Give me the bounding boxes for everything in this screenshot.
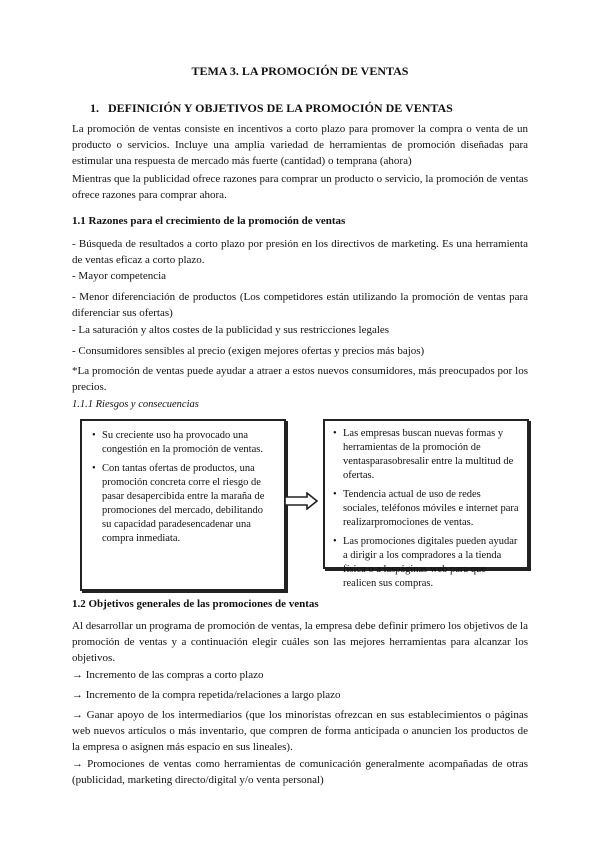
bullet-icon: • bbox=[333, 428, 337, 439]
bullet-icon: • bbox=[333, 536, 337, 547]
objective-item: → Incremento de la compra repetida/relaciones a largo plazo bbox=[72, 689, 341, 701]
list-item: - Consumidores sensibles al precio (exigen mejores ofertas y precios más bajos) bbox=[72, 345, 425, 357]
objective-item: → Incremento de las compras a corto plazo bbox=[72, 669, 264, 681]
list-item: - Búsqueda de resultados a corto plazo por presión en los directivos de marketing. Es una herramienta de ventas eficaz a corto plazo. bbox=[72, 238, 528, 266]
subsection-heading-1-1-1: 1.1.1 Riesgos y consecuencias bbox=[72, 399, 199, 410]
note-item: *La promoción de ventas puede ayudar a atraer a estos nuevos consumidores, más preocupados por los precios. bbox=[72, 365, 528, 393]
bullet-icon: • bbox=[333, 489, 337, 500]
risk-item: • Con tantas ofertas de productos, una promoción concreta corre el riesgo de pasar desapercibida entre la maraña de promociones del mercado, debilitando su capacidad paradesencadenar una compra inmediata. bbox=[92, 463, 265, 544]
section-heading-text: DEFINICIÓN Y OBJETIVOS DE LA PROMOCIÓN DE VENTAS bbox=[108, 101, 453, 115]
list-item: - Mayor competencia bbox=[72, 270, 167, 282]
double-right-arrow-icon bbox=[284, 492, 318, 510]
risks-box bbox=[80, 419, 286, 591]
consequence-item: • Tendencia actual de uso de redes sociales, teléfonos móviles e internet para realizarpromociones de ventas. bbox=[333, 489, 519, 528]
list-item: - La saturación y altos costes de la publicidad y sus restricciones legales bbox=[72, 324, 390, 336]
paragraph-publicity: Mientras que la publicidad ofrece razones para comprar un producto o servicio, la promoción de ventas ofrece razones para comprar ahora. bbox=[72, 173, 528, 201]
objective-item: → Ganar apoyo de los intermediarios (que los minoristas ofrezcan en sus establecimientos o páginas web nuevos artículos o más inventario, que compren de forma anticipada o anuncien los productos de la empresa o asignen más espacio en sus lineales). bbox=[72, 709, 528, 753]
list-item: - Menor diferenciación de productos (Los competidores están utilizando la promoción de ventas para diferenciar sus ofertas) bbox=[72, 291, 528, 319]
objective-item: → Promociones de ventas como herramientas de comunicación generalmente acompañadas de otras (publicidad, marketing directo/digital y/o venta personal) bbox=[72, 758, 528, 786]
page-title: TEMA 3. LA PROMOCIÓN DE VENTAS bbox=[191, 64, 409, 78]
consequence-item: • Las empresas buscan nuevas formas y herramientas de la promoción de ventasparasobresalir entre la multitud de ofertas. bbox=[333, 428, 514, 481]
bullet-icon: • bbox=[92, 430, 96, 441]
section-heading-1 bbox=[90, 101, 453, 116]
paragraph-objectives-intro: Al desarrollar un programa de promoción de ventas, la empresa debe definir primero los objetivos de la promoción de ventas y a continuación elegir cuáles son las mejores herramientas para alcanzar los objetivos. bbox=[72, 620, 528, 664]
consequence-item: • Las promociones digitales pueden ayudar a dirigir a los compradores a la tienda física o a laspáginas web para que realicen sus compras. bbox=[333, 536, 518, 589]
section-number: 1. bbox=[90, 101, 99, 115]
risk-item: • Su creciente uso ha provocado una congestión en la promoción de ventas. bbox=[92, 430, 263, 455]
consequences-box bbox=[323, 419, 529, 589]
bullet-icon: • bbox=[92, 463, 96, 474]
subsection-heading-1-1: 1.1 Razones para el crecimiento de la promoción de ventas bbox=[72, 215, 346, 227]
subsection-heading-1-2: 1.2 Objetivos generales de las promociones de ventas bbox=[72, 598, 319, 610]
paragraph-definition: La promoción de ventas consiste en incentivos a corto plazo para promover la compra o venta de un producto o servicios. Incluye una amplia variedad de herramientas de promoción diseñadas para estimular una respuesta de mercado más fuerte (cantidad) o temprana (ahora) bbox=[72, 123, 528, 167]
